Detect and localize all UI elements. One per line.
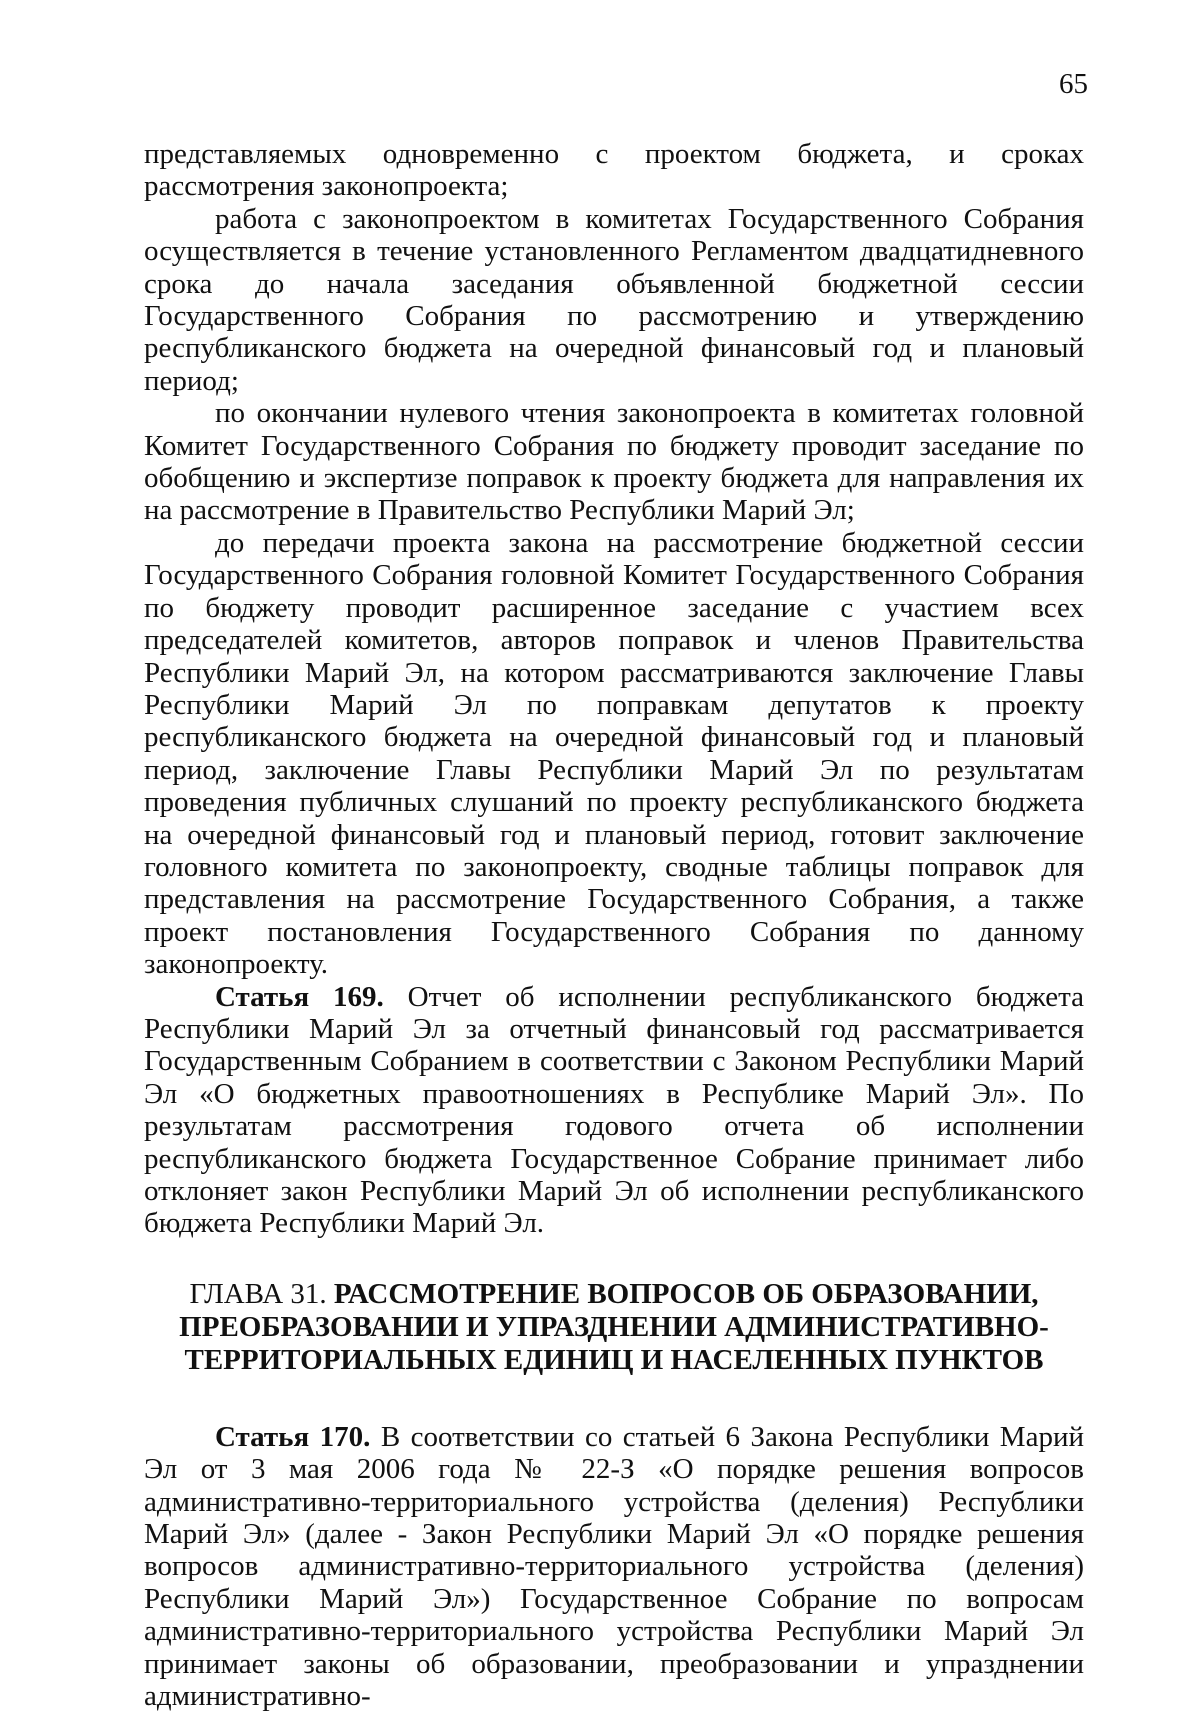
- chapter-number: ГЛАВА 31.: [189, 1277, 334, 1310]
- article-169-label: Статья 169.: [215, 980, 384, 1013]
- article-170-text: В соответствии со статьей 6 Закона Республики Марий Эл от 3 мая 2006 года № 22-З «О порядке решения вопросов административно-территориального устройства (деления) Республики Марий Эл» (далее - Закон Республики Марий Эл «О порядке решения вопросов административно-территориального устройства (деления) Республики Марий Эл») Государственное Собрание по вопросам административно-территориального устройства Республики Марий Эл принимает законы об образовании, преобразовании и упразднении административно-: [144, 1420, 1084, 1712]
- article-169: [144, 981, 1084, 1240]
- chapter-title-line-2: ПРЕОБРАЗОВАНИИ И УПРАЗДНЕНИИ АДМИНИСТРАТИВНО-: [179, 1310, 1049, 1343]
- chapter-heading-line-1: [144, 1278, 1084, 1311]
- page-number: 65: [1059, 68, 1088, 100]
- article-169-text: Отчет об исполнении республиканского бюджета Республики Марий Эл за отчетный финансовый год рассматривается Государственным Собранием в соответствии с Законом Республики Марий Эл «О бюджетных правоотношениях в Республике Марий Эл». По результатам рассмотрения годового отчета об исполнении республиканского бюджета Государственное Собрание принимает либо отклоняет закон Республики Марий Эл об исполнении республиканского бюджета Республики Марий Эл.: [144, 980, 1084, 1240]
- chapter-heading: [144, 1278, 1084, 1377]
- article-170-label: Статья 170.: [215, 1420, 371, 1453]
- paragraph-extended-meeting: до передачи проекта закона на рассмотрение бюджетной сессии Государственного Собрания головной Комитет Государственного Собрания по бюджету проводит расширенное заседание с участием всех председателей комитетов, авторов поправок и членов Правительства Республики Марий Эл, на котором рассматриваются заключение Главы Республики Марий Эл по поправкам депутатов к проекту республиканского бюджета на очередной финансовый год и плановый период, заключение Главы Республики Марий Эл по результатам проведения публичных слушаний по проекту республиканского бюджета на очередной финансовый год и плановый период, готовит заключение головного комитета по законопроекту, сводные таблицы поправок для представления на рассмотрение Государственного Собрания, а также проект постановления Государственного Собрания по данному законопроекту.: [144, 526, 1084, 981]
- paragraph-continuation: представляемых одновременно с проектом бюджета, и сроках рассмотрения законопроекта;: [144, 138, 1084, 203]
- document-body: [144, 138, 1084, 1712]
- paragraph-zero-reading: по окончании нулевого чтения законопроекта в комитетах головной Комитет Государственного Собрания по бюджету проводит заседание по обобщению и экспертизе поправок к проекту бюджета для направления их на рассмотрение в Правительство Республики Марий Эл;: [144, 397, 1084, 527]
- chapter-title-line-1: РАССМОТРЕНИЕ ВОПРОСОВ ОБ ОБРАЗОВАНИИ,: [333, 1277, 1039, 1310]
- chapter-title-line-3: ТЕРРИТОРИАЛЬНЫХ ЕДИНИЦ И НАСЕЛЕННЫХ ПУНКТОВ: [184, 1343, 1044, 1376]
- paragraph-committee-work: работа с законопроектом в комитетах Государственного Собрания осуществляется в течение установленного Регламентом двадцатидневного срока до начала заседания объявленной бюджетной сессии Государственного Собрания по рассмотрению и утверждению республиканского бюджета на очередной финансовый год и плановый период;: [144, 202, 1084, 397]
- article-170: [144, 1421, 1084, 1712]
